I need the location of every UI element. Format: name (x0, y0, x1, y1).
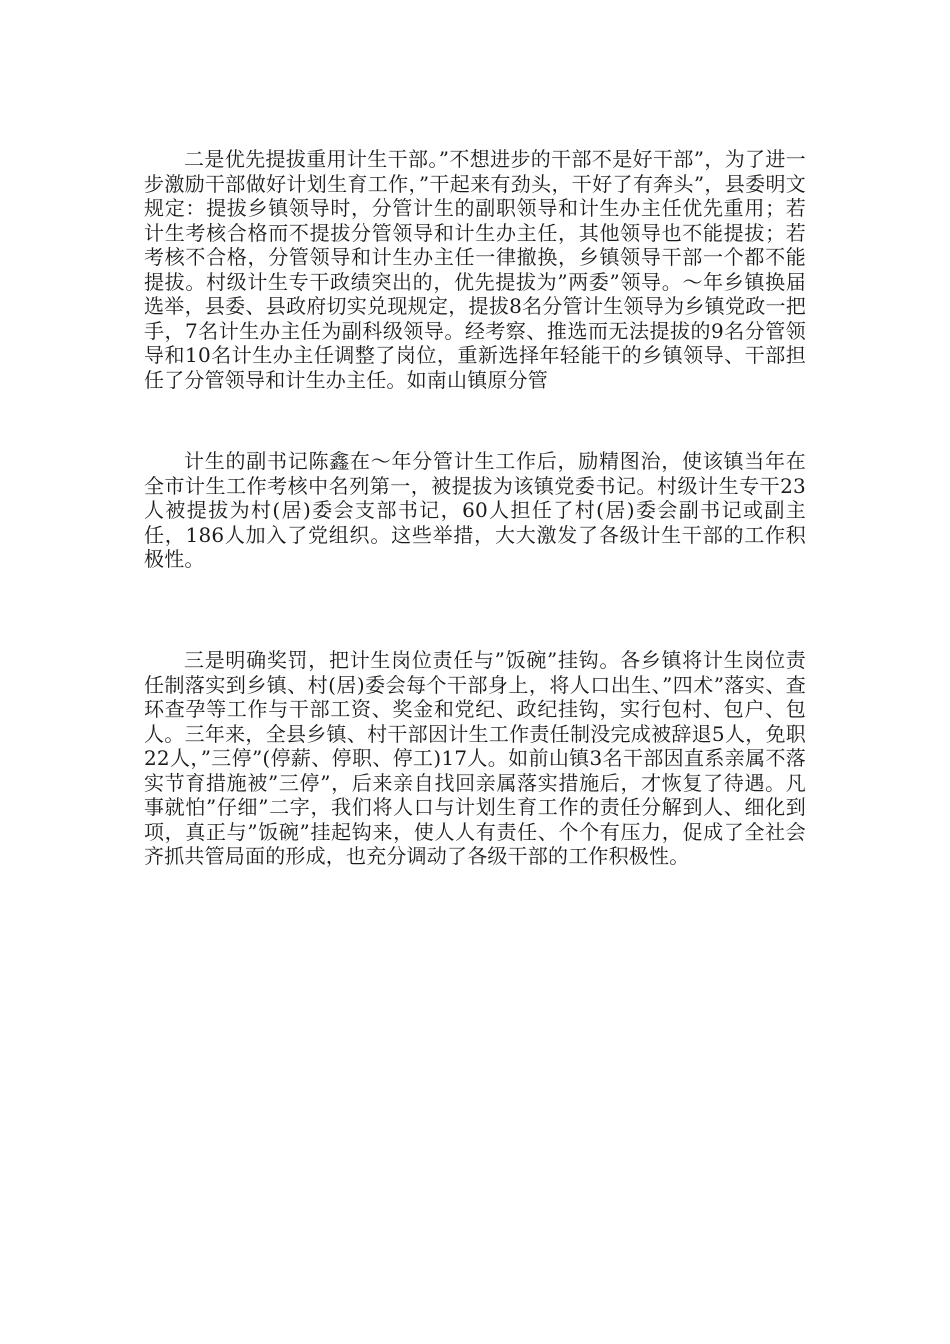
paragraph-promotion: 二是优先提拔重用计生干部。”不想进步的干部不是好干部”，为了进一步激励干部做好计划生育工作，”干起来有劲头，干好了有奔头”，县委明文规定：提拔乡镇领导时，分管计生的副职领导和计生办主任优先重用；若计生考核合格而不提拔分管领导和计生办主任，其他领导也不能提拔；若考核不合格，分管领导和计生办主任一律撤换，乡镇领导干部一个都不能提拔。村级计生专干政绩突出的，优先提拔为”两委”领导。～年乡镇换届选举，县委、县政府切实兑现规定，提拔8名分管计生领导为乡镇党政一把手，7名计生办主任为副科级领导。经考察、推选而无法提拔的9名分管领导和10名计生办主任调整了岗位，重新选择年轻能干的乡镇领导、干部担任了分管领导和计生办主任。如南山镇原分管 (144, 147, 806, 392)
paragraph-rewards-penalties: 三是明确奖罚，把计生岗位责任与”饭碗”挂钩。各乡镇将计生岗位责任制落实到乡镇、村(居)委会每个干部身上，将人口出生、”四术”落实、查环查孕等工作与干部工资、奖金和党纪、政纪挂钩，实行包村、包户、包人。三年来，全县乡镇、村干部因计生工作责任制没完成被辞退5人，免职22人，”三停”(停薪、停职、停工)17人。如前山镇3名干部因直系亲属不落实节育措施被”三停”，后来亲自找回亲属落实措施后，才恢复了待遇。凡事就怕”仔细”二字，我们将人口与计划生育工作的责任分解到人、细化到项，真正与”饭碗”挂起钩来，使人人有责任、个个有压力，促成了全社会齐抓共管局面的形成，也充分调动了各级干部的工作积极性。 (144, 648, 806, 868)
paragraph-promotion-continued: 计生的副书记陈鑫在～年分管计生工作后，励精图治，使该镇当年在全市计生工作考核中名列第一，被提拔为该镇党委书记。村级计生专干23人被提拔为村(居)委会支部书记，60人担任了村(居)委会副书记或副主任，186人加入了党组织。这些举措，大大激发了各级计生干部的工作积极性。 (144, 449, 806, 571)
